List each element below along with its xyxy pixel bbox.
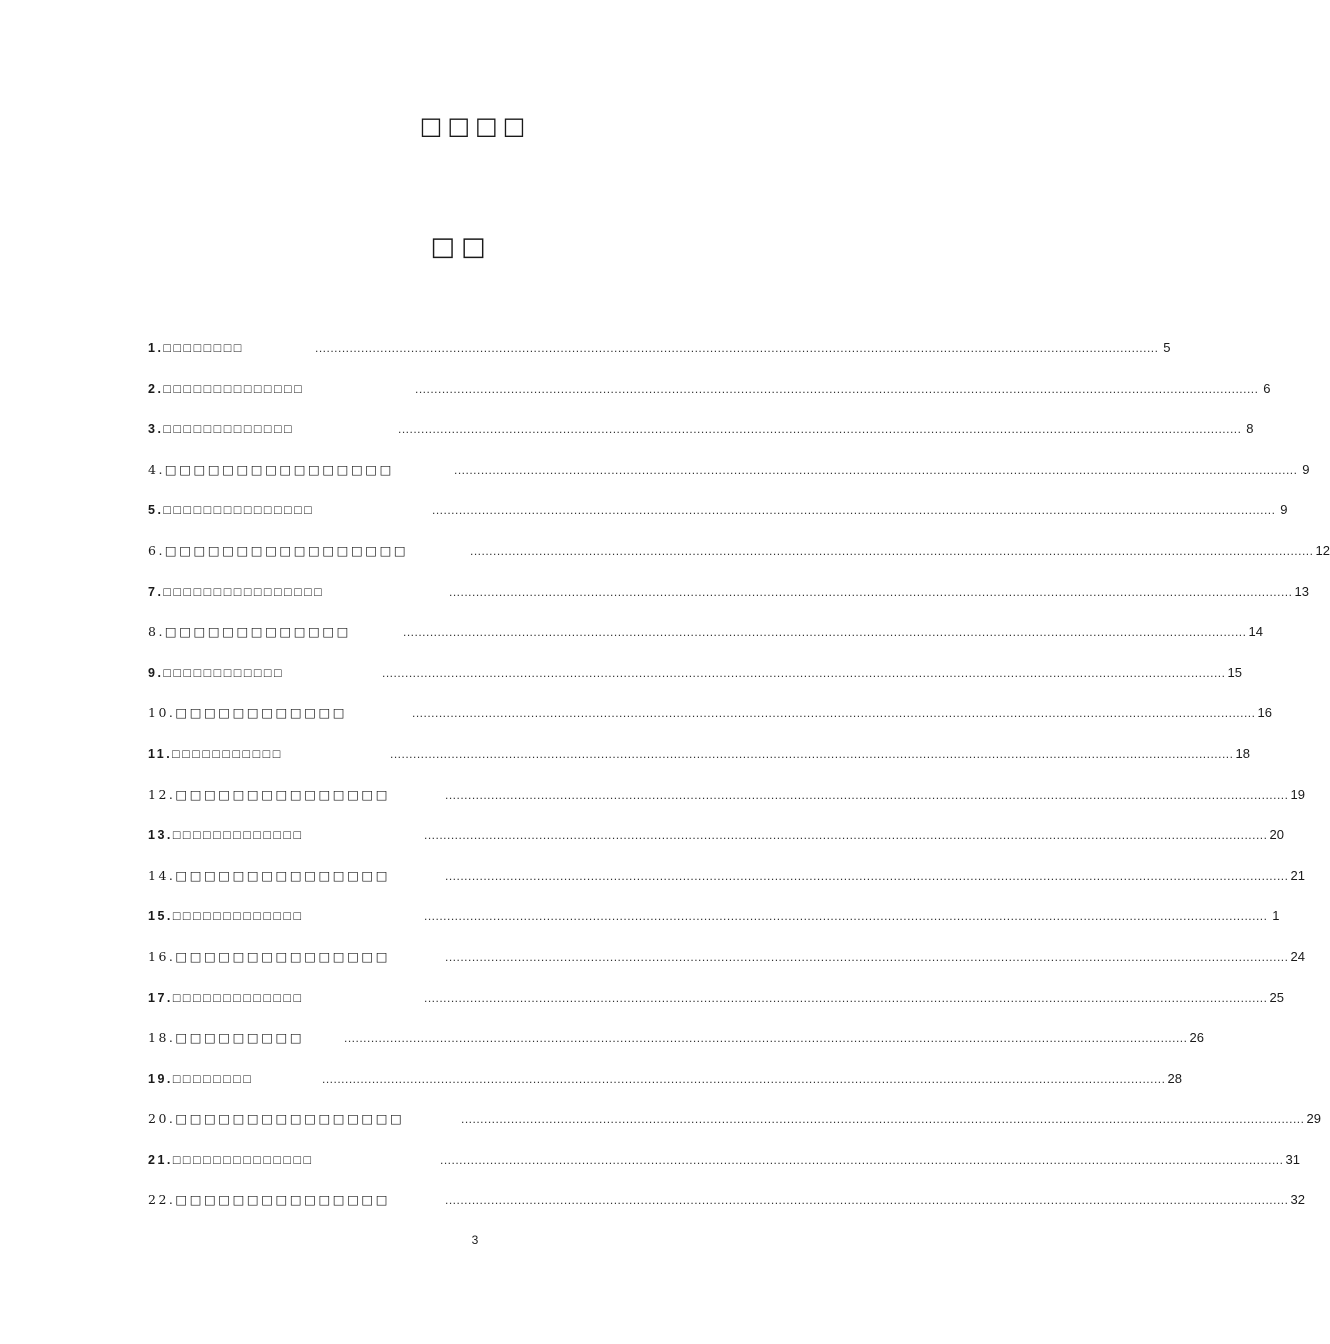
toc-entry-leader: ............................................................................................................................................................................................................................ <box>415 381 1259 396</box>
toc-entry-page: 28 <box>1167 1070 1182 1086</box>
toc-entry-leader: ............................................................................................................................................................................................................................ <box>432 503 1276 518</box>
toc-entry-label: 13.□□□□□□□□□□□□□ <box>148 828 304 843</box>
toc-entry[interactable] <box>148 866 1305 907</box>
toc-entry-leader: ............................................................................................................................................................................................................................ <box>424 909 1268 924</box>
toc-entry-leader: ............................................................................................................................................................................................................................ <box>449 584 1293 599</box>
toc-entry-label: 6.□□□□□□□□□□□□□□□□□ <box>148 542 409 558</box>
toc-entry-page: 21 <box>1290 867 1305 883</box>
page-number: 3 <box>471 1233 479 1247</box>
toc-entry-leader: ............................................................................................................................................................................................................................ <box>445 1193 1289 1208</box>
toc-entry-page: 14 <box>1248 624 1263 640</box>
toc-entry-leader: ............................................................................................................................................................................................................................ <box>398 422 1242 437</box>
toc-entry[interactable] <box>148 744 1250 785</box>
toc-entry[interactable] <box>148 1109 1321 1150</box>
toc-entry-leader: ............................................................................................................................................................................................................................ <box>403 625 1247 640</box>
toc-entry[interactable] <box>148 906 1280 947</box>
toc-entry[interactable] <box>148 988 1284 1029</box>
toc-entry[interactable] <box>148 785 1305 826</box>
toc-entry-page: 9 <box>1302 461 1310 477</box>
toc-entry-leader: ............................................................................................................................................................................................................................ <box>454 462 1298 477</box>
toc-entry[interactable] <box>148 338 1171 379</box>
toc-entry-leader: ............................................................................................................................................................................................................................ <box>344 1031 1188 1046</box>
toc-entry-label: 3.□□□□□□□□□□□□□ <box>148 422 295 437</box>
toc-entry-leader: ............................................................................................................................................................................................................................ <box>315 341 1159 355</box>
toc-entry[interactable] <box>148 582 1309 623</box>
toc-entry-label: 11.□□□□□□□□□□□ <box>148 746 283 761</box>
toc-entry-label: 14.□□□□□□□□□□□□□□□ <box>148 867 391 883</box>
toc-entry-label: 2.□□□□□□□□□□□□□□ <box>148 381 305 396</box>
toc-entry-label: 16.□□□□□□□□□□□□□□□ <box>148 948 391 964</box>
toc-entry-label: 17.□□□□□□□□□□□□□ <box>148 990 304 1005</box>
table-of-contents <box>148 338 1330 1231</box>
toc-entry-label: 8.□□□□□□□□□□□□□ <box>148 624 351 640</box>
toc-entry-page: 32 <box>1290 1192 1305 1208</box>
toc-entry-leader: ............................................................................................................................................................................................................................ <box>445 868 1289 883</box>
toc-entry-label: 19.□□□□□□□□ <box>148 1071 254 1086</box>
toc-entry-page: 20 <box>1269 827 1284 843</box>
toc-entry-page: 26 <box>1189 1030 1204 1046</box>
toc-entry[interactable] <box>148 500 1288 541</box>
toc-entry-label: 5.□□□□□□□□□□□□□□□ <box>148 503 315 518</box>
toc-entry-label: 10.□□□□□□□□□□□□ <box>148 705 348 721</box>
toc-entry-page: 15 <box>1227 664 1242 680</box>
toc-entry-label: 7.□□□□□□□□□□□□□□□□ <box>148 584 325 599</box>
toc-entry-leader: ............................................................................................................................................................................................................................ <box>461 1112 1305 1127</box>
toc-heading: □□ <box>430 232 492 262</box>
toc-entry-page: 12 <box>1315 542 1330 558</box>
toc-entry-label: 20.□□□□□□□□□□□□□□□□ <box>148 1111 405 1127</box>
toc-entry[interactable] <box>148 703 1272 744</box>
toc-entry-leader: ............................................................................................................................................................................................................................ <box>445 787 1289 802</box>
toc-entry-label: 21.□□□□□□□□□□□□□□ <box>148 1152 314 1167</box>
toc-entry[interactable] <box>148 419 1254 460</box>
toc-entry[interactable] <box>148 541 1330 582</box>
toc-entry-leader: ............................................................................................................................................................................................................................ <box>382 665 1226 680</box>
toc-entry-leader: ............................................................................................................................................................................................................................ <box>445 949 1289 964</box>
toc-entry[interactable] <box>148 1150 1300 1191</box>
toc-entry-leader: ............................................................................................................................................................................................................................ <box>390 746 1234 761</box>
toc-entry-leader: ............................................................................................................................................................................................................................ <box>424 990 1268 1005</box>
toc-entry[interactable] <box>148 663 1242 704</box>
toc-entry-leader: ............................................................................................................................................................................................................................ <box>440 1152 1284 1167</box>
toc-entry-page: 5 <box>1163 340 1171 355</box>
toc-entry[interactable] <box>148 1028 1204 1069</box>
toc-entry[interactable] <box>148 825 1284 866</box>
toc-entry-page: 8 <box>1246 421 1254 437</box>
toc-entry-label: 9.□□□□□□□□□□□□ <box>148 665 285 680</box>
toc-entry-label: 1.□□□□□□□□ <box>148 341 244 355</box>
toc-entry-label: 15.□□□□□□□□□□□□□ <box>148 909 304 924</box>
toc-entry[interactable] <box>148 1069 1182 1110</box>
toc-entry-page: 9 <box>1280 502 1288 518</box>
toc-entry[interactable] <box>148 460 1310 501</box>
document-title: □□□□ <box>419 112 531 140</box>
toc-entry-page: 31 <box>1285 1151 1300 1167</box>
toc-entry[interactable] <box>148 622 1263 663</box>
toc-entry-leader: ............................................................................................................................................................................................................................ <box>412 706 1256 721</box>
toc-entry-page: 16 <box>1257 705 1272 721</box>
toc-entry-page: 29 <box>1306 1111 1321 1127</box>
toc-entry-page: 1 <box>1272 908 1280 924</box>
toc-entry-leader: ............................................................................................................................................................................................................................ <box>424 828 1268 843</box>
toc-entry[interactable] <box>148 1190 1305 1231</box>
toc-entry[interactable] <box>148 947 1305 988</box>
toc-entry-label: 18.□□□□□□□□□ <box>148 1030 305 1046</box>
toc-entry-page: 18 <box>1235 745 1250 761</box>
toc-entry-page: 24 <box>1290 948 1305 964</box>
toc-entry-page: 25 <box>1269 989 1284 1005</box>
toc-entry-label: 12.□□□□□□□□□□□□□□□ <box>148 786 391 802</box>
toc-entry-leader: ............................................................................................................................................................................................................................ <box>322 1071 1166 1086</box>
toc-entry-page: 19 <box>1290 786 1305 802</box>
toc-entry-label: 4.□□□□□□□□□□□□□□□□ <box>148 461 394 477</box>
toc-entry-label: 22.□□□□□□□□□□□□□□□ <box>148 1192 391 1208</box>
toc-entry-page: 6 <box>1263 380 1271 396</box>
toc-entry-leader: ............................................................................................................................................................................................................................ <box>470 543 1314 558</box>
toc-entry-page: 13 <box>1294 583 1309 599</box>
toc-entry[interactable] <box>148 379 1271 420</box>
